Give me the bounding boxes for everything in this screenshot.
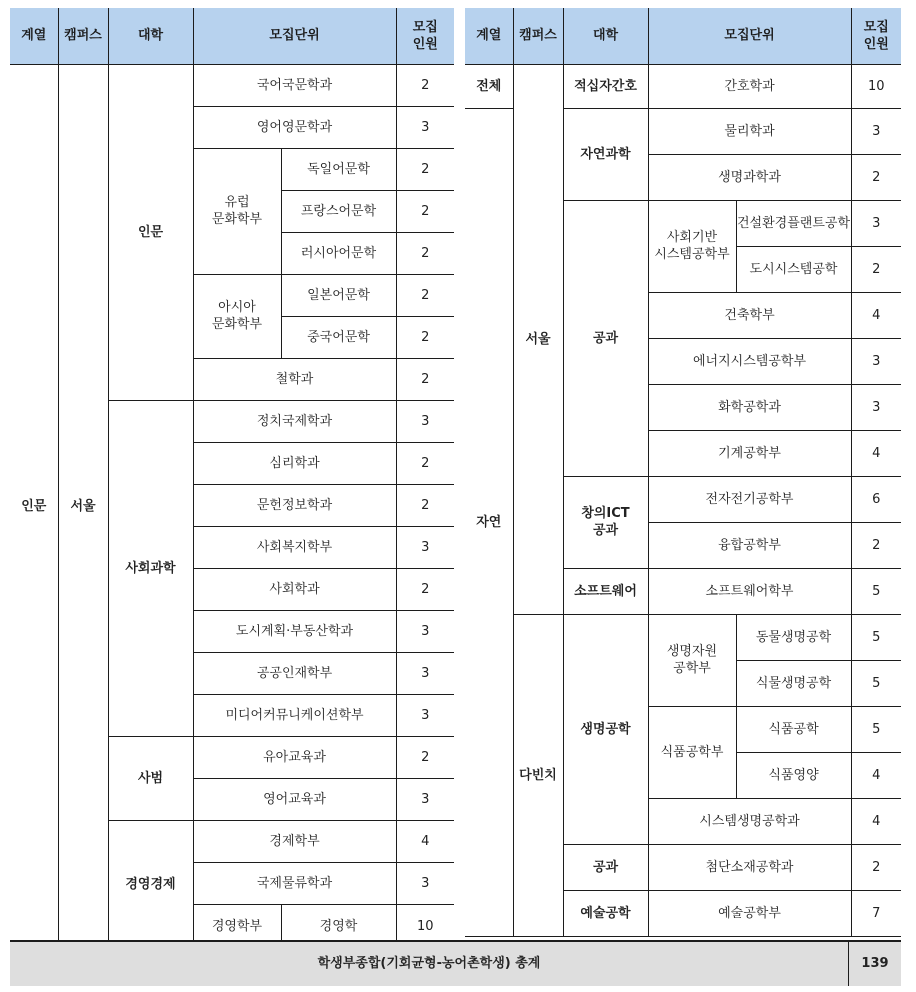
unit-cell: 심리학과 [193, 442, 396, 484]
header-series: 계열 [465, 8, 513, 64]
unit-cell: 영어영문학과 [193, 106, 396, 148]
quota-cell: 3 [396, 778, 454, 820]
college-cell: 생명공학 [563, 614, 648, 844]
college-cell: 자연과학 [563, 108, 648, 200]
unit-cell: 물리학과 [648, 108, 851, 154]
unit-cell: 식물생명공학 [736, 660, 851, 706]
unit-cell: 전자전기공학부 [648, 476, 851, 522]
quota-cell: 4 [396, 820, 454, 862]
quota-cell: 2 [851, 522, 901, 568]
unit-cell: 사회학과 [193, 568, 396, 610]
college-cell: 예술공학 [563, 890, 648, 936]
quota-cell: 5 [851, 706, 901, 752]
table-header-row [10, 8, 454, 64]
quota-cell: 2 [851, 246, 901, 292]
header-series: 계열 [10, 8, 58, 64]
college-cell: 사회과학 [108, 400, 193, 736]
unit-cell: 독일어문학 [281, 148, 396, 190]
unit-cell: 예술공학부 [648, 890, 851, 936]
unit-cell: 프랑스어문학 [281, 190, 396, 232]
quota-cell: 3 [396, 694, 454, 736]
total-row [10, 940, 901, 986]
header-campus: 캠퍼스 [513, 8, 563, 64]
unit-cell: 국제물류학과 [193, 862, 396, 904]
table-row [465, 64, 901, 108]
college-cell: 공과 [563, 844, 648, 890]
header-unit: 모집단위 [193, 8, 396, 64]
unit-cell: 기계공학부 [648, 430, 851, 476]
quota-cell: 10 [851, 64, 901, 108]
unit-cell: 영어교육과 [193, 778, 396, 820]
quota-cell: 2 [396, 64, 454, 106]
quota-cell: 6 [851, 476, 901, 522]
college-cell: 적십자간호 [563, 64, 648, 108]
quota-cell: 2 [396, 148, 454, 190]
table-row [465, 614, 901, 660]
quota-cell: 2 [396, 568, 454, 610]
quota-cell: 4 [851, 292, 901, 338]
quota-cell: 5 [851, 614, 901, 660]
unit-cell: 도시시스템공학 [736, 246, 851, 292]
unit-cell: 융합공학부 [648, 522, 851, 568]
unit-cell: 건설환경플랜트공학 [736, 200, 851, 246]
admission-table-right [465, 8, 901, 937]
unit-cell: 시스템생명공학과 [648, 798, 851, 844]
quota-cell: 2 [396, 190, 454, 232]
quota-cell: 3 [396, 610, 454, 652]
quota-cell: 3 [851, 108, 901, 154]
unit-cell: 일본어문학 [281, 274, 396, 316]
group-cell: 사회기반 시스템공학부 [648, 200, 736, 292]
table-header-row [465, 8, 901, 64]
unit-cell: 문헌정보학과 [193, 484, 396, 526]
unit-cell: 러시아어문학 [281, 232, 396, 274]
college-cell: 인문 [108, 64, 193, 400]
header-campus: 캠퍼스 [58, 8, 108, 64]
quota-cell: 3 [396, 652, 454, 694]
quota-cell: 2 [396, 274, 454, 316]
unit-cell: 생명과학과 [648, 154, 851, 200]
unit-cell: 정치국제학과 [193, 400, 396, 442]
total-value: 139 [861, 956, 889, 971]
header-college: 대학 [108, 8, 193, 64]
header-quota: 모집 인원 [396, 8, 454, 64]
quota-cell: 4 [851, 752, 901, 798]
college-cell: 공과 [563, 200, 648, 476]
campus-cell: 다빈치 [513, 614, 563, 936]
quota-cell: 4 [851, 798, 901, 844]
college-cell: 경영경제 [108, 820, 193, 948]
quota-cell: 3 [396, 400, 454, 442]
group-cell: 식품공학부 [648, 706, 736, 798]
quota-cell: 3 [851, 384, 901, 430]
unit-cell: 유아교육과 [193, 736, 396, 778]
total-label: 학생부종합(기회균형-농어촌학생) 총계 [10, 942, 849, 986]
quota-cell: 3 [851, 338, 901, 384]
unit-cell: 화학공학과 [648, 384, 851, 430]
header-quota: 모집 인원 [851, 8, 901, 64]
group-cell: 아시아 문화학부 [193, 274, 281, 358]
college-cell: 사범 [108, 736, 193, 820]
campus-cell: 서울 [58, 64, 108, 948]
group-cell: 생명자원 공학부 [648, 614, 736, 706]
quota-cell: 2 [396, 316, 454, 358]
unit-cell: 철학과 [193, 358, 396, 400]
header-college: 대학 [563, 8, 648, 64]
quota-cell: 3 [396, 526, 454, 568]
quota-cell: 4 [851, 430, 901, 476]
unit-cell: 동물생명공학 [736, 614, 851, 660]
quota-cell: 2 [396, 736, 454, 778]
quota-cell: 10 [396, 904, 454, 948]
unit-cell: 도시계획·부동산학과 [193, 610, 396, 652]
unit-cell: 첨단소재공학과 [648, 844, 851, 890]
series-cell: 인문 [10, 64, 58, 948]
table-row [10, 64, 454, 106]
unit-cell: 소프트웨어학부 [648, 568, 851, 614]
unit-cell: 사회복지학부 [193, 526, 396, 568]
college-cell: 창의ICT 공과 [563, 476, 648, 568]
college-cell: 소프트웨어 [563, 568, 648, 614]
group-cell: 경영학부 [193, 904, 281, 948]
unit-cell: 경제학부 [193, 820, 396, 862]
unit-cell: 중국어문학 [281, 316, 396, 358]
quota-cell: 2 [851, 154, 901, 200]
campus-cell: 서울 [513, 64, 563, 614]
quota-cell: 2 [851, 844, 901, 890]
unit-cell: 식품영양 [736, 752, 851, 798]
group-cell: 유럽 문화학부 [193, 148, 281, 274]
quota-cell: 2 [396, 232, 454, 274]
quota-cell: 3 [396, 106, 454, 148]
unit-cell: 건축학부 [648, 292, 851, 338]
series-cell-total: 전체 [465, 64, 513, 108]
quota-cell: 5 [851, 568, 901, 614]
quota-cell: 2 [396, 358, 454, 400]
unit-cell: 경영학 [281, 904, 396, 948]
unit-cell: 국어국문학과 [193, 64, 396, 106]
quota-cell: 5 [851, 660, 901, 706]
series-cell: 자연 [465, 108, 513, 936]
unit-cell: 공공인재학부 [193, 652, 396, 694]
unit-cell: 식품공학 [736, 706, 851, 752]
quota-cell: 3 [851, 200, 901, 246]
unit-cell: 미디어커뮤니케이션학부 [193, 694, 396, 736]
header-unit: 모집단위 [648, 8, 851, 64]
admission-table-left [10, 8, 454, 949]
quota-cell: 2 [396, 484, 454, 526]
quota-cell: 3 [396, 862, 454, 904]
quota-cell: 7 [851, 890, 901, 936]
unit-cell: 간호학과 [648, 64, 851, 108]
unit-cell: 에너지시스템공학부 [648, 338, 851, 384]
quota-cell: 2 [396, 442, 454, 484]
